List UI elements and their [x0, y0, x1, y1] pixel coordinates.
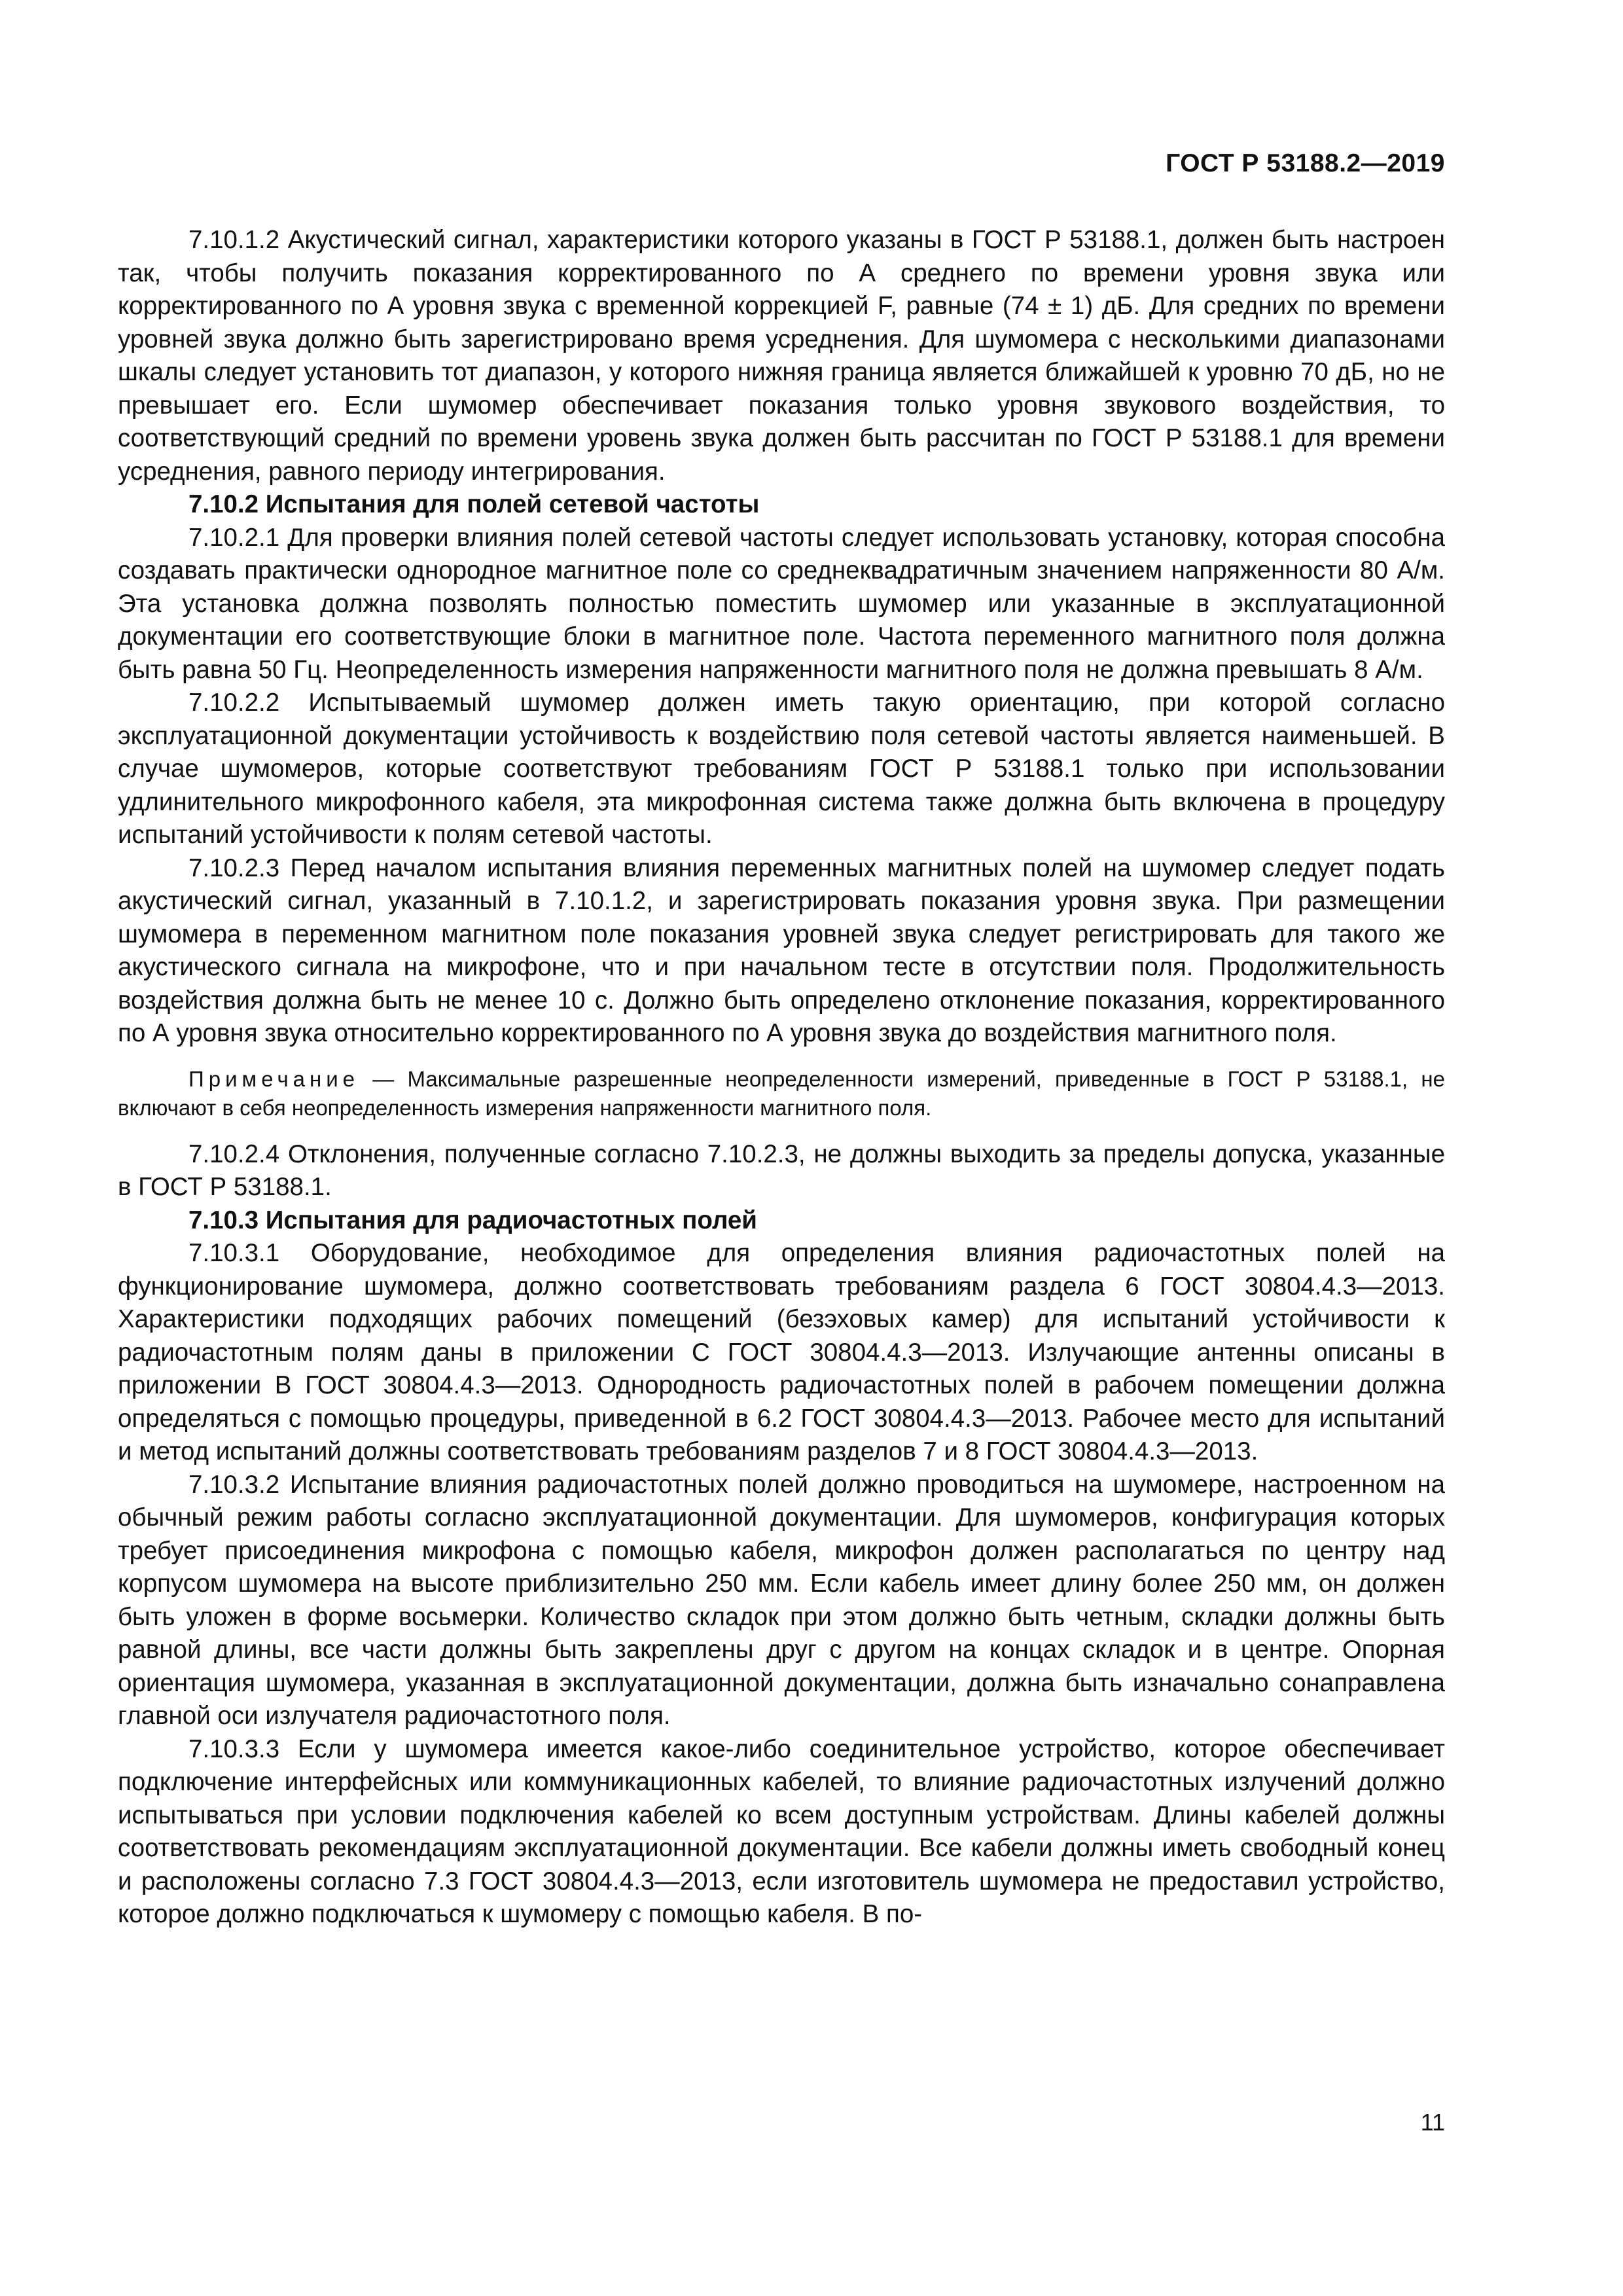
- heading-7-10-3: 7.10.3 Испытания для радиочастотных полей: [188, 1206, 757, 1234]
- paragraph-7-10-2-2: 7.10.2.2 Испытываемый шумомер должен иметь такую ориентацию, при которой согласно эксплуатационной документации устойчивость к воздействию поля сетевой частоты является наименьшей. В случае шумомеров, которые соответствуют требованиям ГОСТ Р 53188.1 только при использовании удлинительного микрофонного кабеля, эта микрофонная система также должна быть включена в процедуру испытаний устойчивости к полям сетевой частоты.: [118, 689, 1445, 849]
- paragraph-7-10-2-3: 7.10.2.3 Перед началом испытания влияния переменных магнитных полей на шумомер следует подать акустический сигнал, указанный в 7.10.1.2, и зарегистрировать показания уровня звука. При размещении шумомера в переменном магнитном поле показания уровней звука следует регистрировать для такого же акустического сигнала на микрофоне, что и при начальном тесте в отсутствии поля. Продолжительность воздействия должна быть не менее 10 с. Должно быть определено отклонение показания, корректированного по А уровня звука относительно корректированного по А уровня звука до воздействия магнитного поля.: [118, 853, 1445, 1047]
- paragraph-7-10-3-2: 7.10.3.2 Испытание влияния радиочастотных полей должно проводиться на шумомере, настроенном на обычный режим работы согласно эксплуатационной документации. Для шумомеров, конфигурация которых требует присоединения микрофона с помощью кабеля, микрофон должен располагаться по центру над корпусом шумомера на высоте приблизительно 250 мм. Если кабель имеет длину более 250 мм, он должен быть уложен в форме восьмерки. Количество складок при этом должно быть четным, складки должны быть равной длины, все части должны быть закреплены друг с другом на концах складок и в центре. Опорная ориентация шумомера, указанная в эксплуатационной документации, должна быть изначально сонаправлена главной оси излучателя радиочастотного поля.: [118, 1470, 1445, 1730]
- paragraph-7-10-2-4: 7.10.2.4 Отклонения, полученные согласно 7.10.2.3, не должны выходить за пределы допуска, указанные в ГОСТ Р 53188.1.: [118, 1139, 1445, 1201]
- page-number: 11: [1420, 2109, 1445, 2136]
- note: [118, 1065, 1445, 1122]
- paragraph-7-10-3-3: 7.10.3.3 Если у шумомера имеется какое-либо соединительное устройство, которое обеспечивает подключение интерфейсных или коммуникационных кабелей, то влияние радиочастотных излучений должно испытываться при условии подключения кабелей ко всем доступным устройствам. Длины кабелей должны соответствовать рекомендациям эксплуатационной документации. Все кабели должны иметь свободный конец и расположены согласно 7.3 ГОСТ 30804.4.3—2013, если изготовитель шумомера не предоставил устройство, которое должно подключаться к шумомеру с помощью кабеля. В по-: [118, 1734, 1445, 1928]
- heading-7-10-2: 7.10.2 Испытания для полей сетевой частоты: [188, 490, 760, 518]
- paragraph-7-10-1-2: 7.10.1.2 Акустический сигнал, характеристики которого указаны в ГОСТ Р 53188.1, должен быть настроен так, чтобы получить показания корректированного по А среднего по времени уровня звука или корректированного по А уровня звука с временной коррекцией F, равные (74 ± 1) дБ. Для средних по времени уровней звука должно быть зарегистрировано время усреднения. Для шумомера с несколькими диапазонами шкалы следует установить тот диапазон, у которого нижняя граница является ближайшей к уровню 70 дБ, но не превышает его. Если шумомер обеспечивает показания только уровня звукового воздействия, то соответствующий средний по времени уровень звука должен быть рассчитан по ГОСТ Р 53188.1 для времени усреднения, равного периоду интегрирования.: [118, 226, 1445, 486]
- paragraph-7-10-2-1: 7.10.2.1 Для проверки влияния полей сетевой частоты следует использовать установку, которая способна создавать практически однородное магнитное поле со среднеквадратичным значением напряженности 80 А/м. Эта установка должна позволять полностью поместить шумомер или указанные в эксплуатационной документации его соответствующие блоки в магнитное поле. Частота переменного магнитного поля должна быть равна 50 Гц. Неопределенность измерения напряженности магнитного поля не должна превышать 8 А/м.: [118, 523, 1445, 684]
- paragraph-7-10-3-1: 7.10.3.1 Оборудование, необходимое для определения влияния радиочастотных полей на функционирование шумомера, должно соответствовать требованиям раздела 6 ГОСТ 30804.4.3—2013. Характеристики подходящих рабочих помещений (безэховых камер) для испытаний устойчивости к радиочастотным полям даны в приложении С ГОСТ 30804.4.3—2013. Излучающие антенны описаны в приложении В ГОСТ 30804.4.3—2013. Однородность радиочастотных полей в рабочем помещении должна определяться с помощью процедуры, приведенной в 6.2 ГОСТ 30804.4.3—2013. Рабочее место для испытаний и метод испытаний должны соответствовать требованиям разделов 7 и 8 ГОСТ 30804.4.3—2013.: [118, 1239, 1445, 1465]
- note-text: — Максимальные разрешенные неопределенности измерений, приведенные в ГОСТ Р 53188.1, не включают в себя неопределенность измерения напряженности магнитного поля.: [118, 1066, 1445, 1120]
- document-body: [118, 224, 1445, 1931]
- note-label: Примечание: [188, 1066, 360, 1091]
- document-header: ГОСТ Р 53188.2—2019: [1166, 149, 1445, 177]
